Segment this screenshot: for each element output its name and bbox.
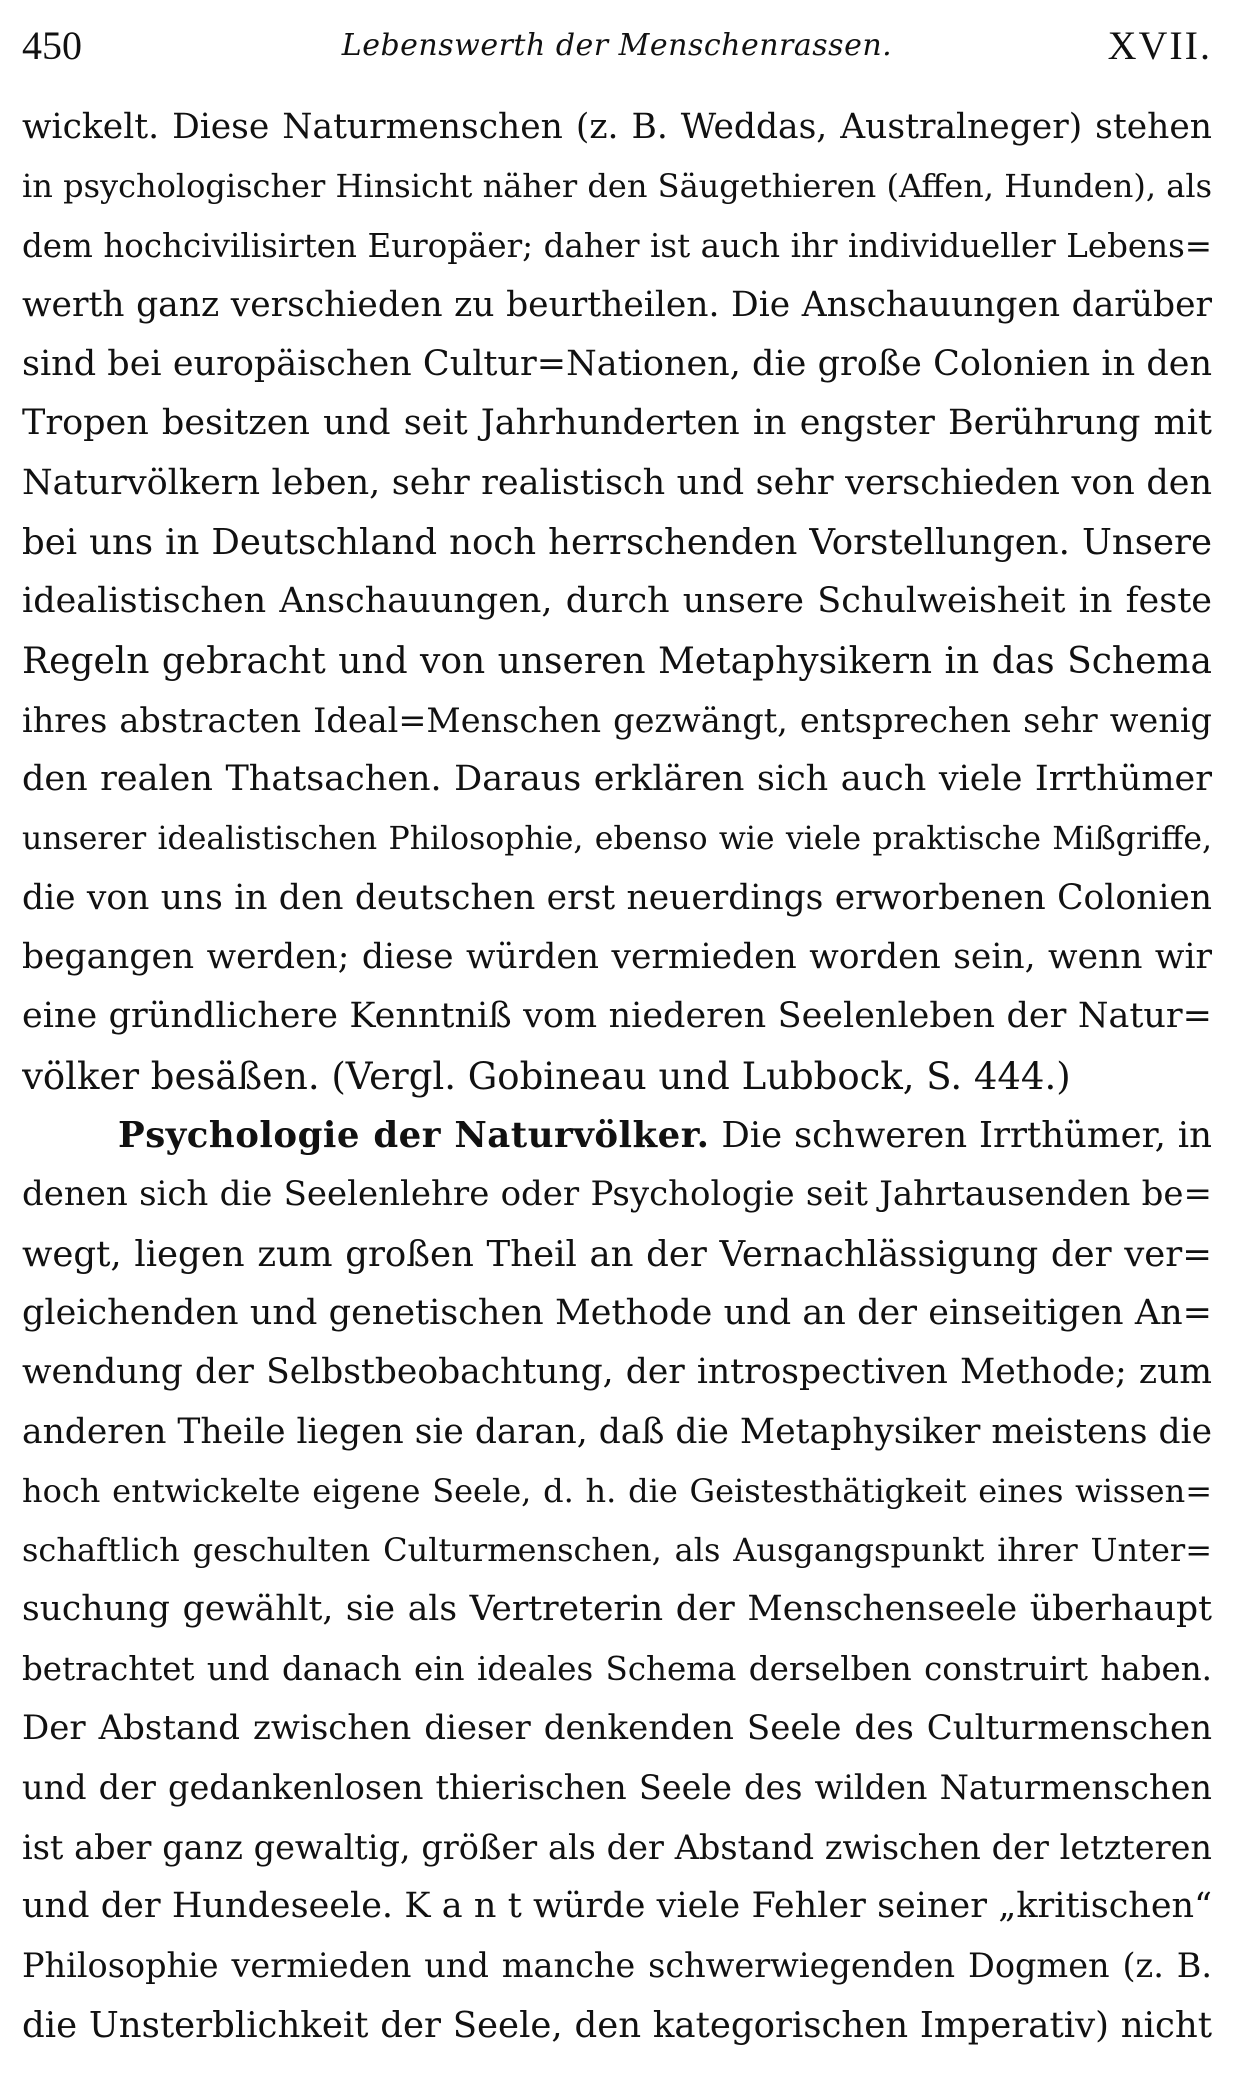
text-span: Die schweren Irrthümer, in xyxy=(709,1115,1212,1157)
text-line: Regeln gebracht und von unseren Metaphysikern in das Schema xyxy=(22,640,1212,682)
text-line: dem hochcivilisirten Europäer; daher ist auch ihr individueller Lebens= xyxy=(22,226,1212,265)
page-number: 450 xyxy=(22,23,82,68)
text-line: ist aber ganz gewaltig, größer als der Abstand zwischen der letzteren xyxy=(22,1827,1212,1867)
text-line: werth ganz verschieden zu beurtheilen. Die Anschauungen darüber xyxy=(22,284,1212,325)
paragraph xyxy=(22,98,1212,1106)
text-line: und der gedankenlosen thierischen Seele des wilden Naturmenschen xyxy=(22,1768,1212,1808)
text-line: unserer idealistischen Philosophie, ebenso wie viele praktische Mißgriffe, xyxy=(22,820,1212,857)
text-line: Tropen besitzen und seit Jahrhunderten in engster Berührung mit xyxy=(22,403,1212,444)
text-line: anderen Theile liegen sie daran, daß die Metaphysiker meistens die xyxy=(22,1411,1212,1452)
text-line: gleichenden und genetischen Methode und an der einseitigen An= xyxy=(22,1292,1212,1333)
page-header xyxy=(22,18,1212,78)
chapter-number: XVII. xyxy=(1107,23,1212,68)
text-line: hoch entwickelte eigene Seele, d. h. die Geistesthätigkeit eines wissen= xyxy=(22,1471,1212,1510)
text-line: wendung der Selbstbeobachtung, der introspectiven Methode; zum xyxy=(22,1352,1212,1393)
text-line: den realen Thatsachen. Daraus erklären sich auch viele Irrthümer xyxy=(22,759,1212,800)
text-line: ihres abstracten Ideal=Menschen gezwängt, entsprechen sehr wenig xyxy=(22,700,1212,740)
text-line: begangen werden; diese würden vermieden worden sein, wenn wir xyxy=(22,937,1212,978)
section-heading: Psychologie der Naturvölker. xyxy=(118,1115,710,1157)
text-line: Philosophie vermieden und manche schwerwiegenden Dogmen (z. B. xyxy=(22,1946,1212,1986)
body-text xyxy=(22,98,1212,2055)
text-line: völker besäßen. (Vergl. Gobineau und Lubbock, S. 444.) xyxy=(22,1054,1071,1098)
text-line: denen sich die Seelenlehre oder Psychologie seit Jahrtausenden be= xyxy=(22,1174,1212,1215)
text-line: wickelt. Diese Naturmenschen (z. B. Weddas, Australneger) stehen xyxy=(22,107,1212,147)
text-line: schaftlich geschulten Culturmenschen, als Ausgangspunkt ihrer Unter= xyxy=(22,1531,1212,1570)
text-line: sind bei europäischen Cultur=Nationen, die große Colonien in den xyxy=(22,344,1212,385)
text-line: in psychologischer Hinsicht näher den Säugethieren (Affen, Hunden), als xyxy=(22,167,1212,206)
text-line xyxy=(22,1106,1212,1165)
text-line: suchung gewählt, sie als Vertreterin der Menschenseele überhaupt xyxy=(22,1589,1212,1630)
text-line: idealistischen Anschauungen, durch unsere Schulweisheit in feste xyxy=(22,581,1212,622)
text-line: betrachtet und danach ein ideales Schema derselben construirt haben. xyxy=(22,1649,1212,1688)
text-line: wegt, liegen zum großen Theil an der Vernachlässigung der ver= xyxy=(22,1233,1212,1275)
paragraph xyxy=(22,1106,1212,2055)
text-line: bei uns in Deutschland noch herrschenden Vorstellungen. Unsere xyxy=(22,522,1212,564)
text-line: die von uns in den deutschen erst neuerdings erworbenen Colonien xyxy=(22,877,1212,918)
text-line: Naturvölkern leben, sehr realistisch und sehr verschieden von den xyxy=(22,462,1212,503)
running-title: Lebenswerth der Menschenrassen. xyxy=(341,28,893,63)
text-line: Der Abstand zwischen dieser denkenden Seele des Culturmenschen xyxy=(22,1708,1212,1749)
text-line: eine gründlichere Kenntniß vom niederen Seelenleben der Natur= xyxy=(22,996,1212,1037)
text-line: die Unsterblichkeit der Seele, den kategorischen Imperativ) nicht xyxy=(22,2004,1212,2046)
text-line: und der Hundeseele. K a n t würde viele Fehler seiner „kritischen“ xyxy=(22,1885,1212,1926)
